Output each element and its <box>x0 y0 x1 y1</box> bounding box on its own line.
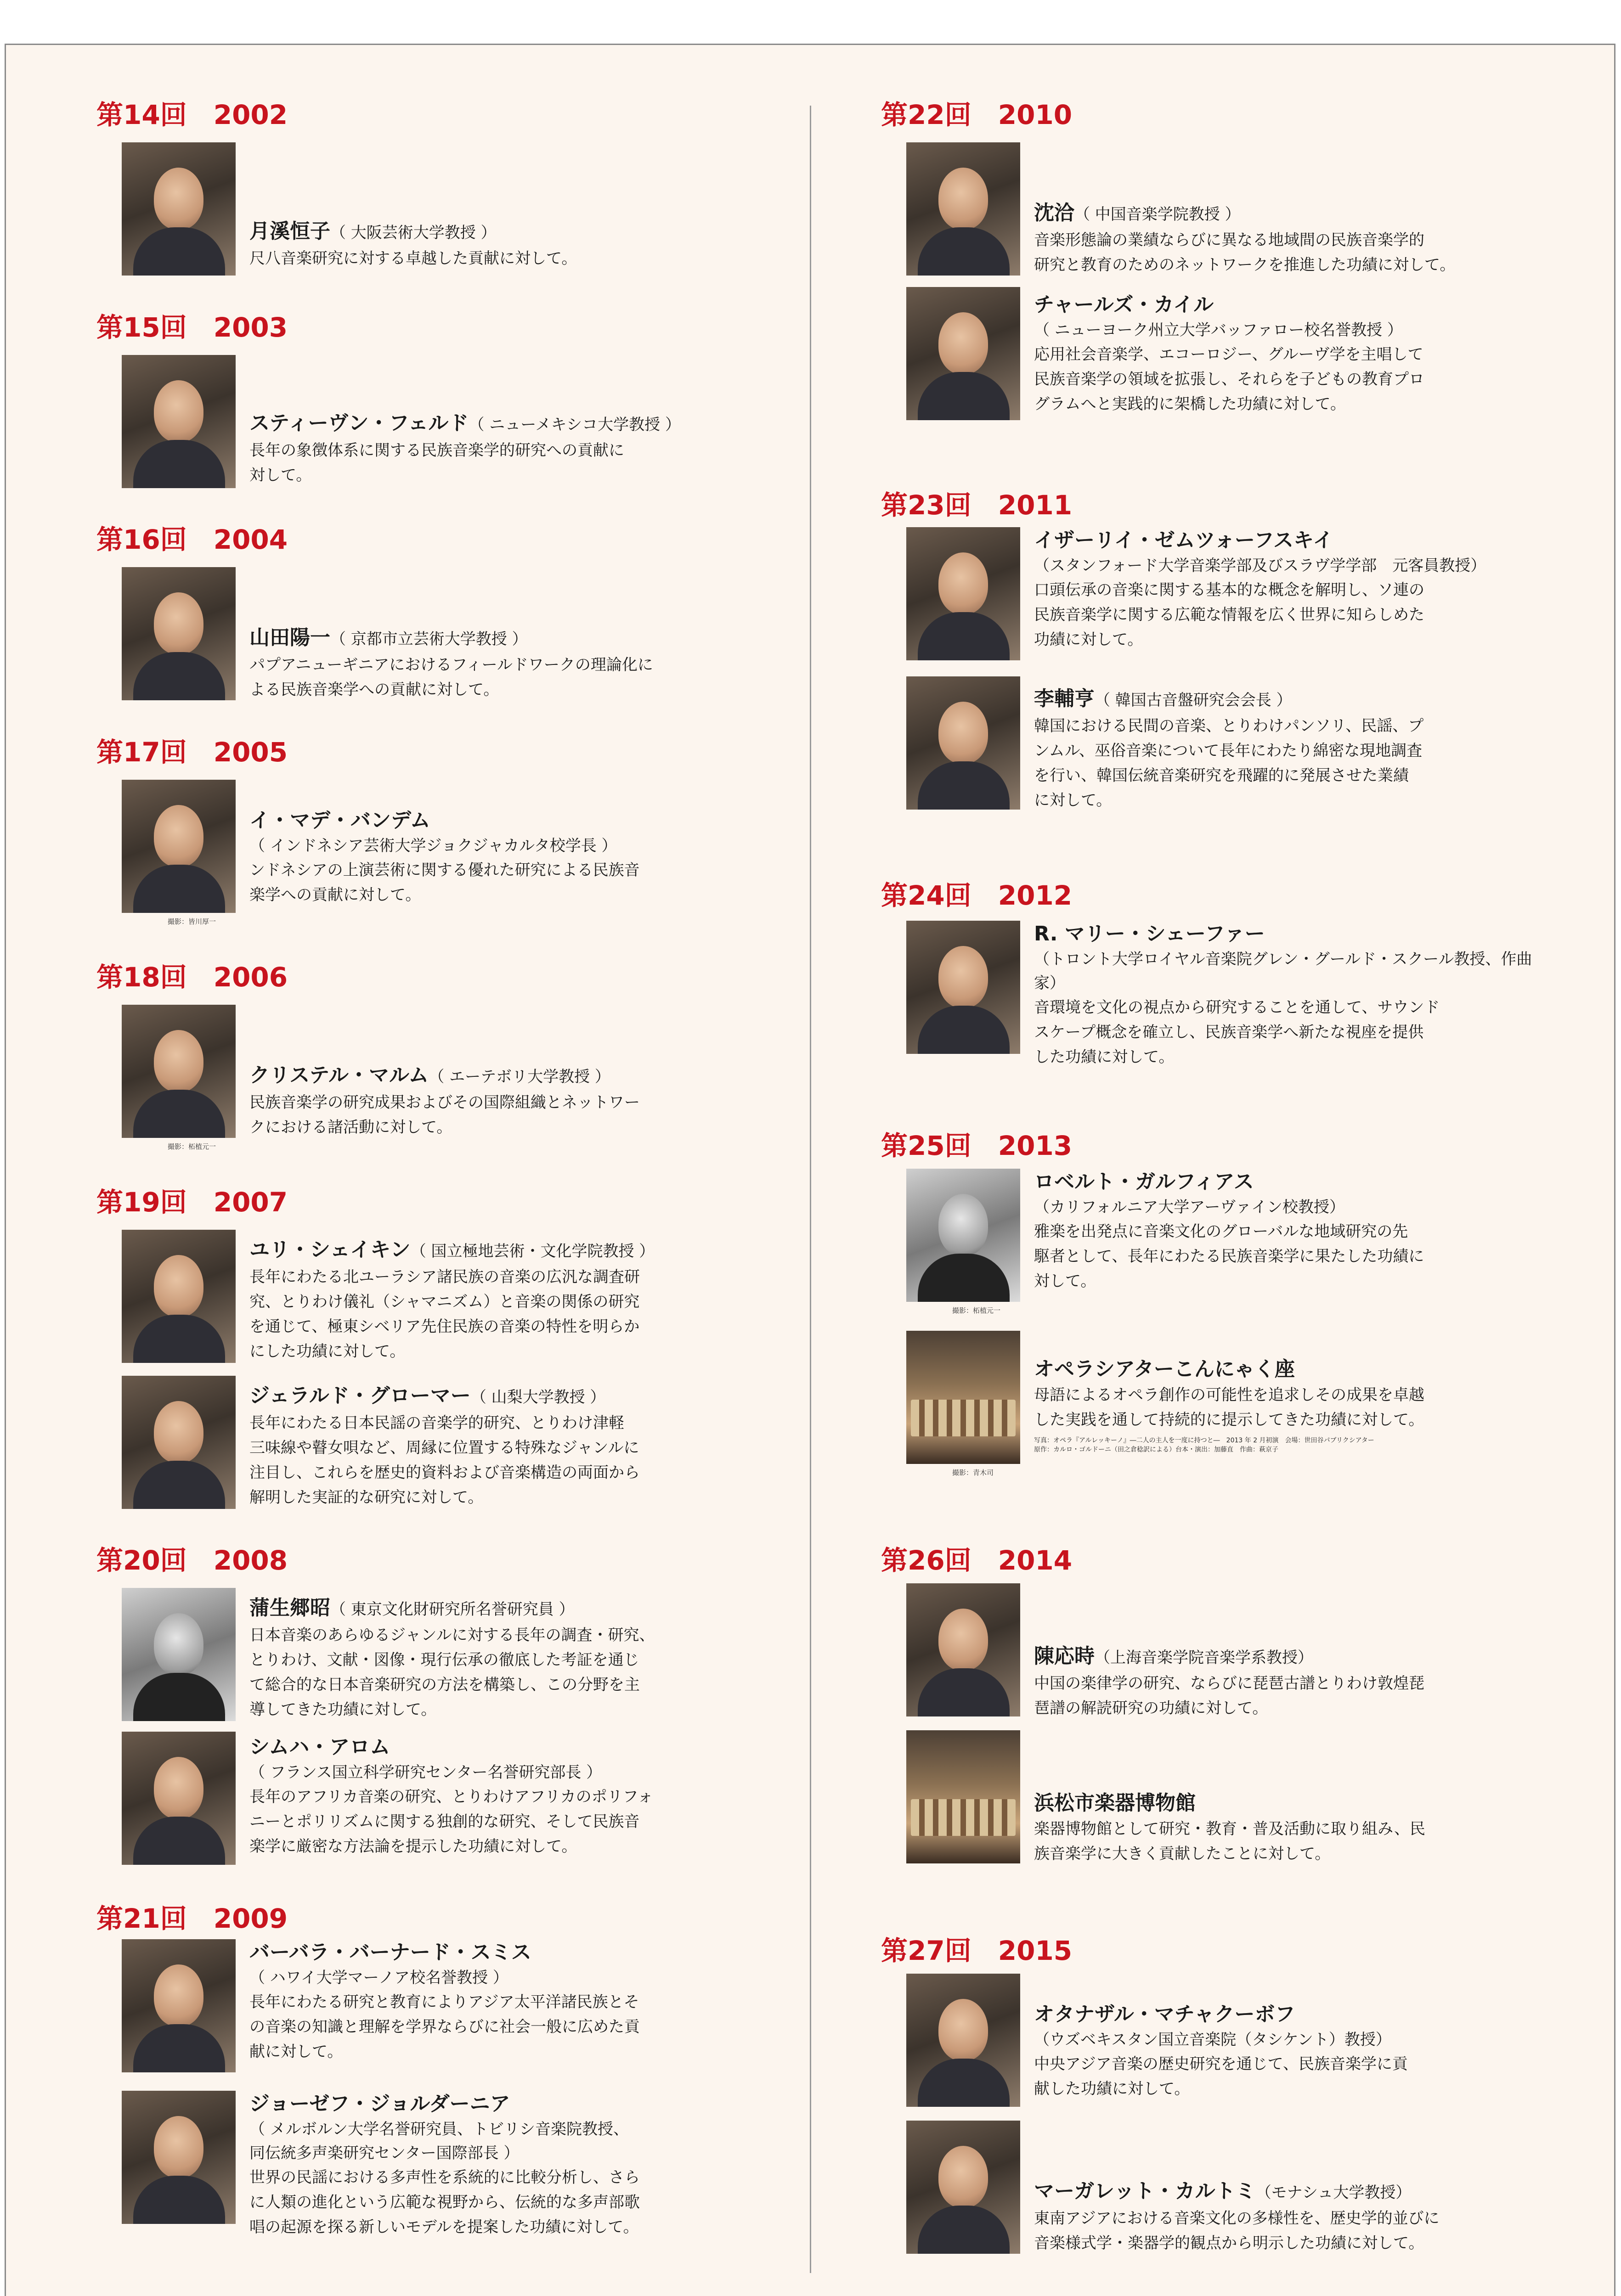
awardee-description: 長年の象徴体系に関する民族音楽学的研究への貢献に 対して。 <box>249 441 624 484</box>
session-18 <box>96 961 772 1151</box>
session-heading: 第15回 2003 <box>96 312 288 343</box>
awardee-description: 母語によるオペラ創作の可能性を追求しその成果を卓越 した実践を通して持続的に提示してきた功績に対して。 <box>1034 1386 1424 1429</box>
awardee-name: シムハ・アロム <box>249 1735 390 1759</box>
awardee-affiliation: （ 大阪芸術大学教授 ） <box>330 224 497 242</box>
awardee-name: チャールズ・カイル <box>1034 293 1214 316</box>
portrait-photo <box>906 1583 1020 1716</box>
museum-photo <box>906 1730 1020 1863</box>
portrait-photo <box>906 527 1020 660</box>
awardee-affiliation: （ウズベキスタン国立音楽院（タシケント）教授） <box>1034 2031 1391 2049</box>
session-27 <box>881 1935 1556 2252</box>
session-heading: 第21回 2009 <box>96 1903 288 1934</box>
awardee-name: マーガレット・カルトミ <box>1034 2179 1256 2203</box>
awardee-name: 沈洽 <box>1034 201 1074 225</box>
awardee-name-line <box>249 1383 750 1411</box>
session-heading: 第17回 2005 <box>96 737 288 768</box>
awardee-description: 尺八音楽研究に対する卓越した貢献に対して。 <box>249 249 577 268</box>
awardee-affiliation: （ ニューメキシコ大学教授 ） <box>469 416 681 434</box>
awardee-text <box>1034 921 1535 1069</box>
awardee-affiliation: （ 東京文化財研究所名誉研究員 ） <box>330 1600 575 1619</box>
awardee-name: 蒲生郷昭 <box>249 1596 330 1620</box>
awardee-description: パプアニューギニアにおけるフィールドワークの理論化に よる民族音楽学への貢献に対して。 <box>249 656 653 699</box>
session-heading: 第23回 2011 <box>881 490 1073 521</box>
awardee-description: 応用社会音楽学、エコーロジー、グルーヴ学を主唱して 民族音楽学の領域を拡張し、それらを子どもの教育プロ グラムへと実践的に架橋した功績に対して。 <box>1034 345 1424 413</box>
awardee-description: 音環境を文化の視点から研究することを通して、サウンド スケープ概念を確立し、民族音楽学へ新たな視座を提供 した功績に対して。 <box>1034 998 1440 1066</box>
photo-credit: 撮影：柘植元一 <box>168 1142 216 1151</box>
session-24 <box>881 879 1556 1066</box>
session-19 <box>96 1186 772 1507</box>
session-20 <box>96 1544 772 1856</box>
portrait-photo <box>122 780 236 913</box>
awardee-text <box>1034 1169 1535 1294</box>
awardee-name-line <box>249 410 750 438</box>
session-25 <box>881 1130 1556 1477</box>
awardee-text <box>1034 292 1535 416</box>
awardee-description: 長年にわたる日本民謡の音楽学的研究、とりわけ津軽 三味線や瞽女唄など、周縁に位置する特殊なジャンルに 注目し、これらを歴史的資料および音楽構造の両面から 解明した実証的な研究に対して。 <box>249 1414 640 1507</box>
awardee-description: 世界の民謡における多声性を系統的に比較分析し、さら に人類の進化という広範な視野から、伝統的な多声部歌 唱の起源を探る新しいモデルを提案した功績に対して。 <box>249 2168 640 2236</box>
awardee-description: 長年のアフリカ音楽の研究、とりわけアフリカのポリフォ ニーとポリリズムに関する独創的な研究、そして民族音 楽学に厳密な方法論を提示した功績に対して。 <box>249 1788 653 1856</box>
awardee-text <box>1034 1356 1535 1454</box>
portrait-photo <box>122 2091 236 2224</box>
session-17 <box>96 736 772 926</box>
awardee-affiliation: （ エーテボリ大学教授 ） <box>429 1068 610 1086</box>
awardee-affiliation: （モナシュ大学教授） <box>1255 2183 1412 2202</box>
portrait-photo <box>122 355 236 488</box>
awardee-name: 山田陽一 <box>249 626 330 649</box>
photo-credit: 撮影：皆川厚一 <box>168 917 216 926</box>
awardee-name: イザーリイ・ゼムツォーフスキイ <box>1034 529 1333 552</box>
awardee-name: オタナザル・マチャクーボフ <box>1034 2003 1295 2026</box>
awardee-text <box>249 1734 750 1859</box>
awardee-affiliation: （ 国立極地芸術・文化学院教授 ） <box>410 1242 655 1261</box>
awardee-name: ジョーゼフ・ジョルダーニア <box>249 2092 510 2116</box>
session-26 <box>881 1544 1556 1863</box>
awardee-text <box>249 410 750 488</box>
portrait-photo <box>906 287 1020 420</box>
awardee-text <box>249 1383 750 1510</box>
session-23 <box>881 489 1556 810</box>
session-22 <box>881 99 1556 413</box>
session-heading: 第25回 2013 <box>881 1130 1073 1161</box>
awardee-name: オペラシアターこんにゃく座 <box>1034 1357 1295 1381</box>
session-heading: 第27回 2015 <box>881 1935 1073 1966</box>
awardee-description: 長年にわたる研究と教育によりアジア太平洋諸民族とそ の音楽の知識と理解を学界ならびに社会一般に広めた貢 献に対して。 <box>249 1993 640 2061</box>
awardee-name-line <box>249 218 750 246</box>
awardee-name: ロベルト・ガルフィアス <box>1034 1170 1254 1193</box>
awardee-description: 長年にわたる北ユーラシア諸民族の音楽の広汎な調査研 究、とりわけ儀礼（シャマニズム）と音楽の関係の研究 を通じて、極東シベリア先住民族の音楽の特性を明らか にした功績に対して。 <box>249 1268 640 1361</box>
awardee-description: 民族音楽学の研究成果およびその国際組織とネットワー クにおける諸活動に対して。 <box>249 1093 640 1137</box>
awardee-name-line <box>1034 686 1535 714</box>
awardee-affiliation: （ 山梨大学教授 ） <box>470 1388 606 1407</box>
session-15 <box>96 311 772 484</box>
session-heading: 第19回 2007 <box>96 1187 288 1218</box>
awardee-affiliation: （ ニューヨーク州立大学バッファロー校名誉教授 ） <box>1034 321 1403 339</box>
awardee-name: バーバラ・バーナード・スミス <box>249 1941 531 1964</box>
awardee-affiliation: （カリフォルニア大学アーヴァイン校教授） <box>1034 1198 1345 1216</box>
awardee-name-line <box>249 1062 750 1090</box>
photo-credit: 撮影：青木司 <box>952 1469 994 1477</box>
awardee-text <box>249 1062 750 1140</box>
awardee-text <box>249 218 750 271</box>
awardee-text <box>249 1939 750 2064</box>
awardee-name-line <box>249 625 750 653</box>
awardee-name-line <box>1034 200 1535 228</box>
awardee-name: 陳応時 <box>1034 1644 1095 1668</box>
awardee-text <box>1034 200 1535 277</box>
portrait-photo <box>906 1974 1020 2107</box>
awardee-text <box>1034 686 1535 813</box>
awardee-text <box>1034 2001 1535 2101</box>
awardee-affiliation: （ フランス国立科学研究センター名誉研究部長 ） <box>249 1763 602 1782</box>
portrait-photo <box>122 1230 236 1363</box>
awardee-name: 李輔亨 <box>1034 687 1095 710</box>
portrait-photo <box>122 1005 236 1138</box>
photo-caption: 写真：オペラ『アルレッキーノ』―二人の主人を一度に持つと― 2013 年 2 月初演 会場：世田谷パブリクシアター 原作：カルロ・ゴルドーニ（田之倉稔訳による）台本・演出：加藤直 作曲：萩京子 <box>1034 1437 1374 1453</box>
awardee-affiliation: （ インドネシア芸術大学ジョクジャカルタ校学長 ） <box>249 837 617 855</box>
awardee-description: 韓国における民間の音楽、とりわけパンソリ、民謡、プ ンムル、巫俗音楽について長年にわたり綿密な現地調査 を行い、韓国伝統音楽研究を飛躍的に発展させた業績 に対して。 <box>1034 717 1424 810</box>
awardee-description: 口頭伝承の音楽に関する基本的な概念を解明し、ソ連の 民族音楽学に関する広範な情報を広く世界に知らしめた 功績に対して。 <box>1034 581 1424 649</box>
portrait-photo <box>906 1169 1020 1302</box>
awardee-description: 中央アジア音楽の歴史研究を通じて、民族音楽学に貢 献した功績に対して。 <box>1034 2055 1408 2098</box>
session-heading: 第16回 2004 <box>96 524 288 555</box>
awardee-affiliation: （ ハワイ大学マーノア校名誉教授 ） <box>249 1969 508 1987</box>
awardee-description: 東南アジアにおける音楽文化の多様性を、歴史学的並びに 音楽様式学・楽器学的観点から明示した功績に対して。 <box>1034 2209 1440 2252</box>
awardee-text <box>1034 2178 1535 2256</box>
portrait-photo <box>122 1939 236 2072</box>
session-16 <box>96 523 772 699</box>
awardee-name-line <box>1034 2178 1535 2206</box>
awardee-description: 中国の楽律学の研究、ならびに琵琶古譜とりわけ敦煌琵 琶譜の解読研究の功績に対して。 <box>1034 1674 1424 1717</box>
stage-performance-photo <box>906 1331 1020 1464</box>
awardee-text <box>1034 1790 1535 1866</box>
session-heading: 第18回 2006 <box>96 962 288 993</box>
awardee-description: 音楽形態論の業績ならびに異なる地域間の民族音楽学的 研究と教育のためのネットワークを推進した功績に対して。 <box>1034 231 1456 274</box>
awardee-text <box>249 1237 750 1364</box>
session-21 <box>96 1902 772 2236</box>
awardee-affiliation: （ 中国音楽学院教授 ） <box>1074 205 1241 224</box>
awardee-name: 浜松市楽器博物館 <box>1034 1791 1196 1815</box>
portrait-photo <box>906 921 1020 1054</box>
awardee-description: ンドネシアの上演芸術に関する優れた研究による民族音 楽学への貢献に対して。 <box>249 861 640 904</box>
awardee-affiliation: （トロント大学ロイヤル音楽院グレン・グールド・スクール教授、作曲家） <box>1034 950 1532 992</box>
portrait-photo <box>122 1588 236 1721</box>
portrait-photo <box>122 1376 236 1509</box>
session-heading: 第20回 2008 <box>96 1545 288 1576</box>
awardee-affiliation: （スタンフォード大学音楽学部及びスラヴ学学部 元客員教授） <box>1034 557 1486 575</box>
awardee-affiliation: （上海音楽学院音楽学系教授） <box>1095 1649 1313 1667</box>
portrait-photo <box>122 142 236 276</box>
photo-credit: 撮影：柘植元一 <box>952 1306 1001 1315</box>
awardee-name: ジェラルド・グローマー <box>249 1384 471 1407</box>
session-heading: 第14回 2002 <box>96 99 288 130</box>
awardee-name-line <box>249 1237 750 1265</box>
portrait-photo <box>906 2121 1020 2254</box>
awardee-name: 月溪恒子 <box>249 219 330 243</box>
awardee-name: ユリ・シェイキン <box>249 1238 411 1261</box>
awardee-affiliation: （ 京都市立芸術大学教授 ） <box>330 630 528 648</box>
awardee-name: イ・マデ・バンデム <box>249 809 430 832</box>
awardee-text <box>1034 527 1535 652</box>
session-heading: 第24回 2012 <box>881 880 1073 911</box>
portrait-photo <box>122 1732 236 1865</box>
awardee-text <box>249 1595 750 1722</box>
awardee-description: 雅楽を出発点に音楽文化のグローバルな地域研究の先 駆者として、長年にわたる民族音楽学に果たした功績に 対して。 <box>1034 1222 1424 1290</box>
session-14 <box>96 99 772 268</box>
awardee-text <box>249 625 750 702</box>
awardee-affiliation: （ 韓国古音盤研究会会長 ） <box>1095 691 1292 709</box>
awardee-text <box>1034 1643 1535 1721</box>
portrait-photo <box>122 567 236 700</box>
awardee-name: クリステル・マルム <box>249 1064 429 1087</box>
portrait-photo <box>906 676 1020 810</box>
awardee-text <box>249 2091 750 2240</box>
awardee-name: スティーヴン・フェルド <box>249 411 469 435</box>
column-divider <box>810 106 811 2273</box>
awardee-name-line <box>249 1595 750 1623</box>
portrait-photo <box>906 142 1020 276</box>
awardee-name: R. マリー・シェーファー <box>1034 922 1265 945</box>
awardee-description: 日本音楽のあらゆるジャンルに対する長年の調査・研究、 とりわけ、文献・図像・現行伝承の徹底した考証を通じ て総合的な日本音楽研究の方法を構築し、この分野を主 導してきた功績に対して。 <box>249 1626 655 1719</box>
awardee-name-line <box>1034 1643 1535 1671</box>
session-heading: 第22回 2010 <box>881 99 1073 130</box>
awardee-description: 楽器博物館として研究・教育・普及活動に取り組み、民 族音楽学に大きく貢献したことに対して。 <box>1034 1820 1426 1863</box>
awardee-affiliation: （ メルボルン大学名誉研究員、トビリシ音楽院教授、 同伝統多声楽研究センター国際部長 ） <box>249 2120 629 2162</box>
session-heading: 第26回 2014 <box>881 1545 1073 1576</box>
awardee-text <box>249 807 750 907</box>
